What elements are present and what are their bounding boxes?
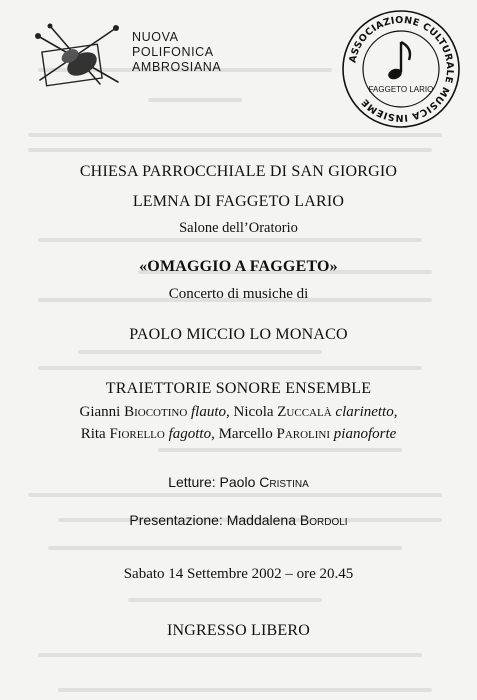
composer-name: PAOLO MICCIO LO MONACO <box>129 326 348 343</box>
logo-line-1: NUOVA <box>132 30 179 44</box>
room: Salone dell’Oratorio <box>179 220 298 236</box>
performer-first-name: Rita <box>80 426 106 442</box>
logo-line-3: AMBROSIANA <box>132 60 222 74</box>
presentation-last-name: Bordoli <box>299 512 348 528</box>
place: LEMNA DI FAGGETO LARIO <box>132 193 345 210</box>
performer-first-name: Gianni <box>79 404 121 420</box>
performer-instrument: flauto <box>191 404 227 420</box>
admission-note: INGRESSO LIBERO <box>166 622 310 639</box>
ensemble-name: TRAIETTORIE SONORE ENSEMBLE <box>105 380 372 397</box>
performers-line-1 <box>0 404 477 421</box>
concert-title: «OMAGGIO A FAGGETO» <box>139 258 338 275</box>
readings-label: Letture: <box>168 474 216 490</box>
performer-last-name: Zuccalà <box>277 404 332 420</box>
performers-line-2 <box>0 426 477 443</box>
venue: CHIESA PARROCCHIALE DI SAN GIORGIO <box>79 163 398 180</box>
performer-instrument: clarinetto <box>335 404 394 420</box>
presentation-line <box>0 512 477 528</box>
violin-instruments-icon <box>30 18 125 90</box>
separator: , <box>211 426 219 442</box>
performer-last-name: Biocotino <box>124 404 188 420</box>
separator: , <box>393 404 398 420</box>
logo-name <box>132 30 221 75</box>
concert-subtitle: Concerto di musiche di <box>168 286 309 302</box>
performer-first-name: Marcello <box>218 426 273 442</box>
presentation-first-name: Maddalena <box>226 512 296 528</box>
performer-last-name: Fiorello <box>109 426 165 442</box>
performer-instrument: fagotto <box>168 426 212 442</box>
presentation-label: Presentazione: <box>129 512 223 528</box>
performer-instrument: pianoforte <box>333 426 397 442</box>
readings-line <box>0 474 477 490</box>
association-seal <box>340 8 462 130</box>
seal-ring-text: ASSOCIAZIONE CULTURALE MUSICA INSIEME <box>347 14 456 124</box>
performer-first-name: Nicola <box>233 404 274 420</box>
separator: , <box>226 404 234 420</box>
event-datetime: Sabato 14 Settembre 2002 – ore 20.45 <box>123 566 354 582</box>
music-note-icon <box>387 42 410 81</box>
logo-line-2: POLIFONICA <box>132 45 214 59</box>
readings-last-name: Cristina <box>259 474 309 490</box>
readings-first-name: Paolo <box>219 474 256 490</box>
seal-center-text: FAGGETO LARIO <box>368 85 434 94</box>
performer-last-name: Parolini <box>276 426 331 442</box>
